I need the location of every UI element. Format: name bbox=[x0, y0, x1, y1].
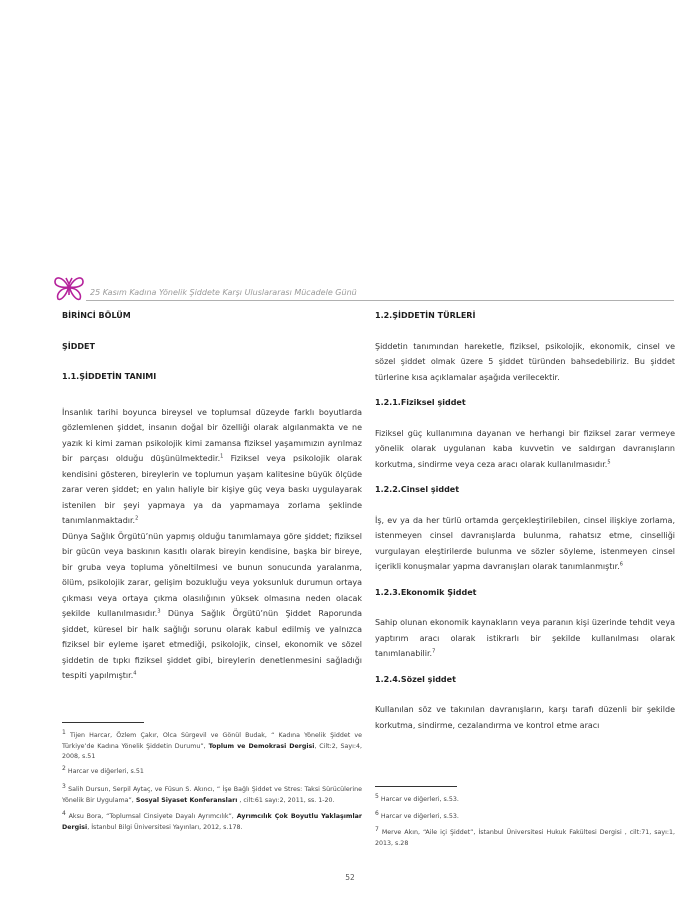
subsection-heading: 1.2.3.Ekonomik Şiddet bbox=[375, 587, 477, 597]
section-heading: 1.1.ŞİDDETİN TANIMI bbox=[62, 372, 157, 381]
footnote-number: 7 bbox=[375, 825, 379, 833]
footnote-journal: Toplum ve Demokrasi Dergisi bbox=[205, 742, 315, 750]
footnote-rule bbox=[375, 786, 457, 787]
butterfly-icon bbox=[52, 273, 86, 303]
footnote-text: , Cilt:2, Sayı:4, 2008, s.51 bbox=[62, 742, 363, 760]
footnote-text: , İstanbul Bilgi Üniversitesi Yayınları, 2012, s.178. bbox=[87, 823, 243, 831]
footnote-ref: 3 bbox=[157, 608, 161, 615]
paragraph bbox=[375, 426, 675, 473]
part-heading: BİRİNCİ BÖLÜM bbox=[62, 311, 131, 320]
footnote-ref: 4 bbox=[133, 670, 137, 677]
footnote-text: Harcar ve diğerleri, s.51 bbox=[65, 767, 144, 775]
header-rule bbox=[86, 300, 674, 301]
footnote-text: Merve Akın, “Aile içi Şiddet”, İstanbul Üniversitesi Hukuk Fakültesi Dergisi , cilt:71, sayı:1, 2013, s.28 bbox=[375, 829, 675, 847]
paragraph bbox=[375, 513, 675, 575]
paragraph-text: İnsanlık tarihi boyunca bireysel ve toplumsal düzeyde farklı boyutlarda gözlemlenen şiddet, insanın doğal bir özelliği olarak algılanmakta ve ne yazık ki kimi zaman psikolojik kimi zamansa fiziksel yaşamımızın ayrılmaz bir parçası olduğu düşünülmektedir. bbox=[62, 407, 362, 463]
paragraph-text: Fiziksel veya psikolojik olarak kendisini gösteren, bireylerin ve toplumun yaşam kalitesine büyük ölçüde zarar veren şiddet; en yalın haliyle bir kişiye güç veya baskı uygulayarak istenilen bir şeyi yapmaya ya da yapmamaya zorlama şeklinde tanımlanmaktadır. bbox=[62, 454, 362, 525]
paragraph bbox=[62, 405, 362, 529]
footnote-ref: 2 bbox=[135, 515, 139, 522]
running-header bbox=[52, 273, 674, 303]
footnote bbox=[62, 809, 362, 833]
right-column bbox=[375, 308, 675, 733]
footnote-number: 5 bbox=[375, 792, 379, 800]
chapter-heading: ŞİDDET bbox=[62, 341, 95, 351]
footnote-text: Harcar ve diğerleri, s.53. bbox=[378, 812, 459, 820]
paragraph-text: Sahip olunan ekonomik kaynakların veya paranın kişi üzerinde tehdit veya yaptırım aracı olarak istikrarlı bir şekilde kullanılması olarak tanımlanabilir. bbox=[375, 618, 675, 658]
footnote-number: 3 bbox=[62, 782, 66, 790]
header-title: 25 Kasım Kadına Yönelik Şiddete Karşı Uluslararası Mücadele Günü bbox=[90, 288, 357, 297]
footnote bbox=[62, 764, 362, 778]
footnote-text: Harcar ve diğerleri, s.53. bbox=[378, 796, 459, 803]
paragraph: Kullanılan söz ve takınılan davranışların, karşı tarafı düzenli bir şekilde korkutma, sindirme, cezalandırma ve kontrol etme aracı bbox=[375, 705, 675, 730]
footnote-number: 1 bbox=[62, 728, 66, 736]
footnote-journal: Ayrımcılık Çok Boyutlu Yaklaşımlar Dergisi bbox=[62, 813, 362, 831]
footnote-number: 2 bbox=[62, 764, 66, 772]
footnote bbox=[375, 825, 675, 849]
footnote-ref: 5 bbox=[607, 458, 611, 465]
paragraph-text: İş, ev ya da her türlü ortamda gerçekleştirilebilen, cinsel ilişkiye zorlama, istenmeyen cinsel davranışlarda bulunma, rahatsız etme, cinselliği vurgulayan eleştirilerde bulunma ve sözler söyleme, istenmeyen cinsel içerikli konuşmalar yapma davranışları olarak tanımlanmıştır. bbox=[375, 515, 675, 571]
footnote-ref: 6 bbox=[619, 561, 623, 568]
footnote-journal: Sosyal Siyaset Konferansları bbox=[133, 796, 238, 804]
footnote bbox=[62, 782, 362, 806]
paragraph-text: Dünya Sağlık Örgütü’nün Şiddet Raporunda şiddet, küresel bir halk sağlığı sorunu olarak kabul edilmiş ve yalnızca fiziksel bir eyleme işaret etmediği, psikolojik, cinsel, ekonomik ve sözel şiddetin de tıpkı fiziksel şiddet gibi, bireylerin denetlenmesini sağladığı tespiti yapılmıştır. bbox=[62, 609, 362, 680]
subsection-heading: 1.2.4.Sözel şiddet bbox=[375, 674, 456, 684]
paragraph-text: Dünya Sağlık Örgütü’nün yapmış olduğu tanımlamaya göre şiddet; fiziksel bir gücün veya baskının kasıtlı olarak bireyin kendisine, başka bir bireye, bir gruba veya topluma yöneltilmesi ve bunun sonucunda yaralanma, ölüm, psikolojik zarar, gelişim bozukluğu veya yoksunluk durumun ortaya çıkması veya ortaya çıkma olasılığının yüksek olmasına neden olacak şekilde kullanılmasıdır. bbox=[62, 531, 362, 618]
footnote-text: Aksu Bora, “Toplumsal Cinsiyete Dayalı Ayrımcılık”, bbox=[65, 813, 234, 820]
paragraph-text: Fiziksel güç kullanımına dayanan ve herhangi bir fiziksel zarar vermeye yönelik olarak uygulanan kaba kuvvetin ve saldırgan davranışların korkutma, sindirme veya ceza aracı olarak kullanılmasıdır. bbox=[375, 428, 675, 469]
footnote-rule bbox=[62, 722, 144, 723]
footnote-ref: 7 bbox=[432, 648, 436, 655]
footnote-number: 6 bbox=[375, 809, 379, 817]
footnote-text: , cilt:61 sayı:2, 2011, ss. 1-20. bbox=[237, 796, 335, 804]
footnote-text: Salih Dursun, Serpil Aytaç, ve Füsun S. Akıncı, “ İşe Bağlı Şiddet ve Stres: Taksi Sürücülerine Yönelik Bir Uygulama”, bbox=[62, 786, 362, 804]
left-column bbox=[62, 308, 362, 684]
footnote bbox=[62, 728, 363, 763]
footnote-number: 4 bbox=[62, 809, 66, 817]
footnotes-right bbox=[375, 792, 675, 849]
subsection-heading: 1.2.1.Fiziksel şiddet bbox=[375, 398, 466, 407]
paragraph bbox=[62, 529, 362, 684]
subsection-heading: 1.2.2.Cinsel şiddet bbox=[375, 485, 460, 494]
section-heading: 1.2.ŞİDDETİN TÜRLERİ bbox=[375, 311, 476, 320]
paragraph: Şiddetin tanımından hareketle, fiziksel, psikolojik, ekonomik, cinsel ve sözel şiddet olmak üzere 5 şiddet türünden bahsedebiliriz. Bu şiddet türlerine kısa açıklamalar aşağıda verilecektir. bbox=[375, 341, 675, 382]
footnote bbox=[375, 809, 675, 823]
page-number: 52 bbox=[345, 873, 355, 882]
footnote-ref: 1 bbox=[220, 453, 224, 460]
footnote-text: Tijen Harcar, Özlem Çakır, Olca Sürgevil ve Gönül Budak, “ Kadına Yönelik Şiddet ve Türkiye’de Kadına Yönelik Şiddetin Durumu”, bbox=[62, 732, 362, 750]
footnote bbox=[375, 792, 675, 806]
footnotes-left bbox=[62, 728, 363, 833]
paragraph bbox=[375, 615, 675, 662]
